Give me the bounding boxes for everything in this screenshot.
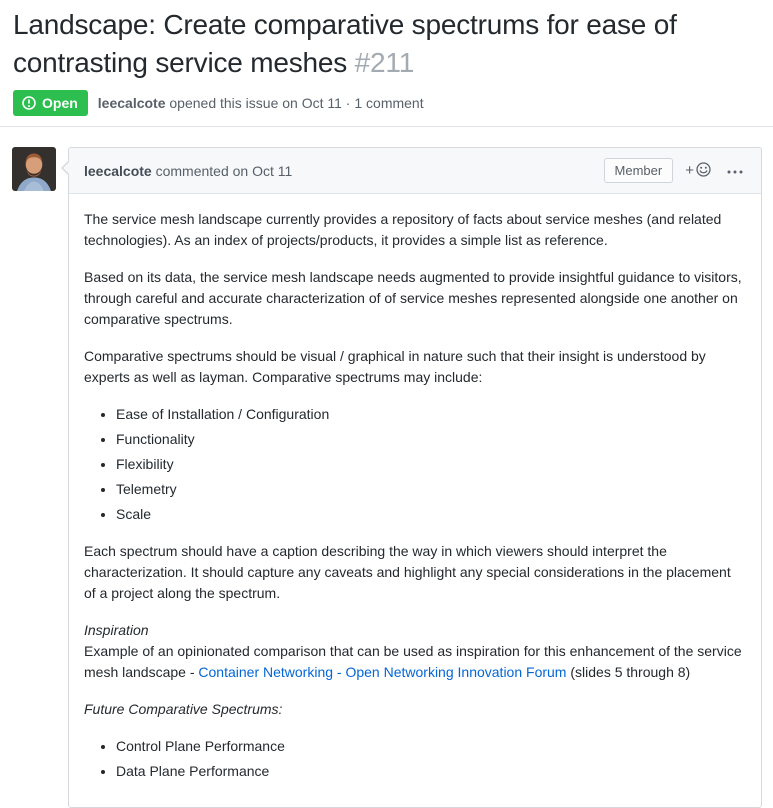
list-item: • Telemetry xyxy=(116,479,746,500)
spectrums-list xyxy=(84,404,746,525)
future-heading: Future Comparative Spectrums: xyxy=(84,701,283,718)
comment-author-link[interactable]: leecalcote xyxy=(84,162,152,179)
comment-body xyxy=(69,194,761,807)
comment-row xyxy=(12,147,762,808)
list-item: • Data Plane Performance xyxy=(116,761,746,782)
avatar[interactable] xyxy=(12,147,56,191)
page-title xyxy=(13,6,762,82)
issue-timeline xyxy=(0,127,773,808)
inspiration-suffix: (slides 5 through 8) xyxy=(566,664,691,681)
comment-header-actions xyxy=(604,158,746,183)
comment-header xyxy=(69,148,761,194)
issue-opened-text: opened this issue on Oct 11 · 1 comment xyxy=(169,95,424,112)
future-heading-paragraph xyxy=(84,699,746,720)
inspiration-heading: Inspiration xyxy=(84,622,149,639)
add-reaction-button[interactable] xyxy=(683,159,714,183)
inspiration-paragraph xyxy=(84,620,746,683)
list-item: • Flexibility xyxy=(116,454,746,475)
list-item: • Control Plane Performance xyxy=(116,736,746,757)
issue-meta-text xyxy=(98,95,424,111)
issue-author-link[interactable]: leecalcote xyxy=(97,95,166,112)
issue-meta-row xyxy=(13,90,762,116)
status-badge-label: Open xyxy=(42,95,78,112)
paragraph: Comparative spectrums should be visual / graphical in nature such that their insight is understood by experts as well as layman. Comparative spectrums may include: xyxy=(84,348,706,386)
list-item: • Ease of Installation / Configuration xyxy=(116,404,746,425)
comment-timestamp-link[interactable]: commented on Oct 11 xyxy=(155,162,293,179)
paragraph: The service mesh landscape currently provides a repository of facts about service meshes (and related technologies). As an index of projects/products, it provides a simple list as reference. xyxy=(84,211,722,249)
issue-number: #211 xyxy=(354,47,415,79)
comment-card xyxy=(68,147,762,808)
inspiration-text: Example of an opinionated comparison that can be used as inspiration for this enhancement of the service mesh landscape - xyxy=(84,643,742,681)
status-badge xyxy=(13,90,88,116)
plus-sign: + xyxy=(685,162,694,180)
inspiration-link[interactable]: Container Networking - Open Networking Innovation Forum xyxy=(198,664,567,681)
issue-opened-icon xyxy=(21,95,37,111)
paragraph: Based on its data, the service mesh landscape needs augmented to provide insightful guidance to visitors, through careful and accurate characterization of of service meshes represented alongside one another on comparative spectrums. xyxy=(84,269,742,328)
member-badge: Member xyxy=(604,158,674,183)
kebab-menu-button[interactable] xyxy=(724,161,746,180)
paragraph: Each spectrum should have a caption describing the way in which viewers should interpret the characterization. It should capture any caveats and highlight any special considerations in the placement of a project along the spectrum. xyxy=(84,543,731,602)
kebab-icon xyxy=(726,163,744,178)
issue-title-text: Landscape: Create comparative spectrums for ease of contrasting service meshes xyxy=(13,9,677,79)
issue-header xyxy=(0,6,773,116)
list-item: • Functionality xyxy=(116,429,746,450)
list-item: • Scale xyxy=(116,504,746,525)
comment-header-text xyxy=(84,161,292,181)
future-spectrums-list xyxy=(84,736,746,782)
smiley-icon xyxy=(695,161,712,181)
